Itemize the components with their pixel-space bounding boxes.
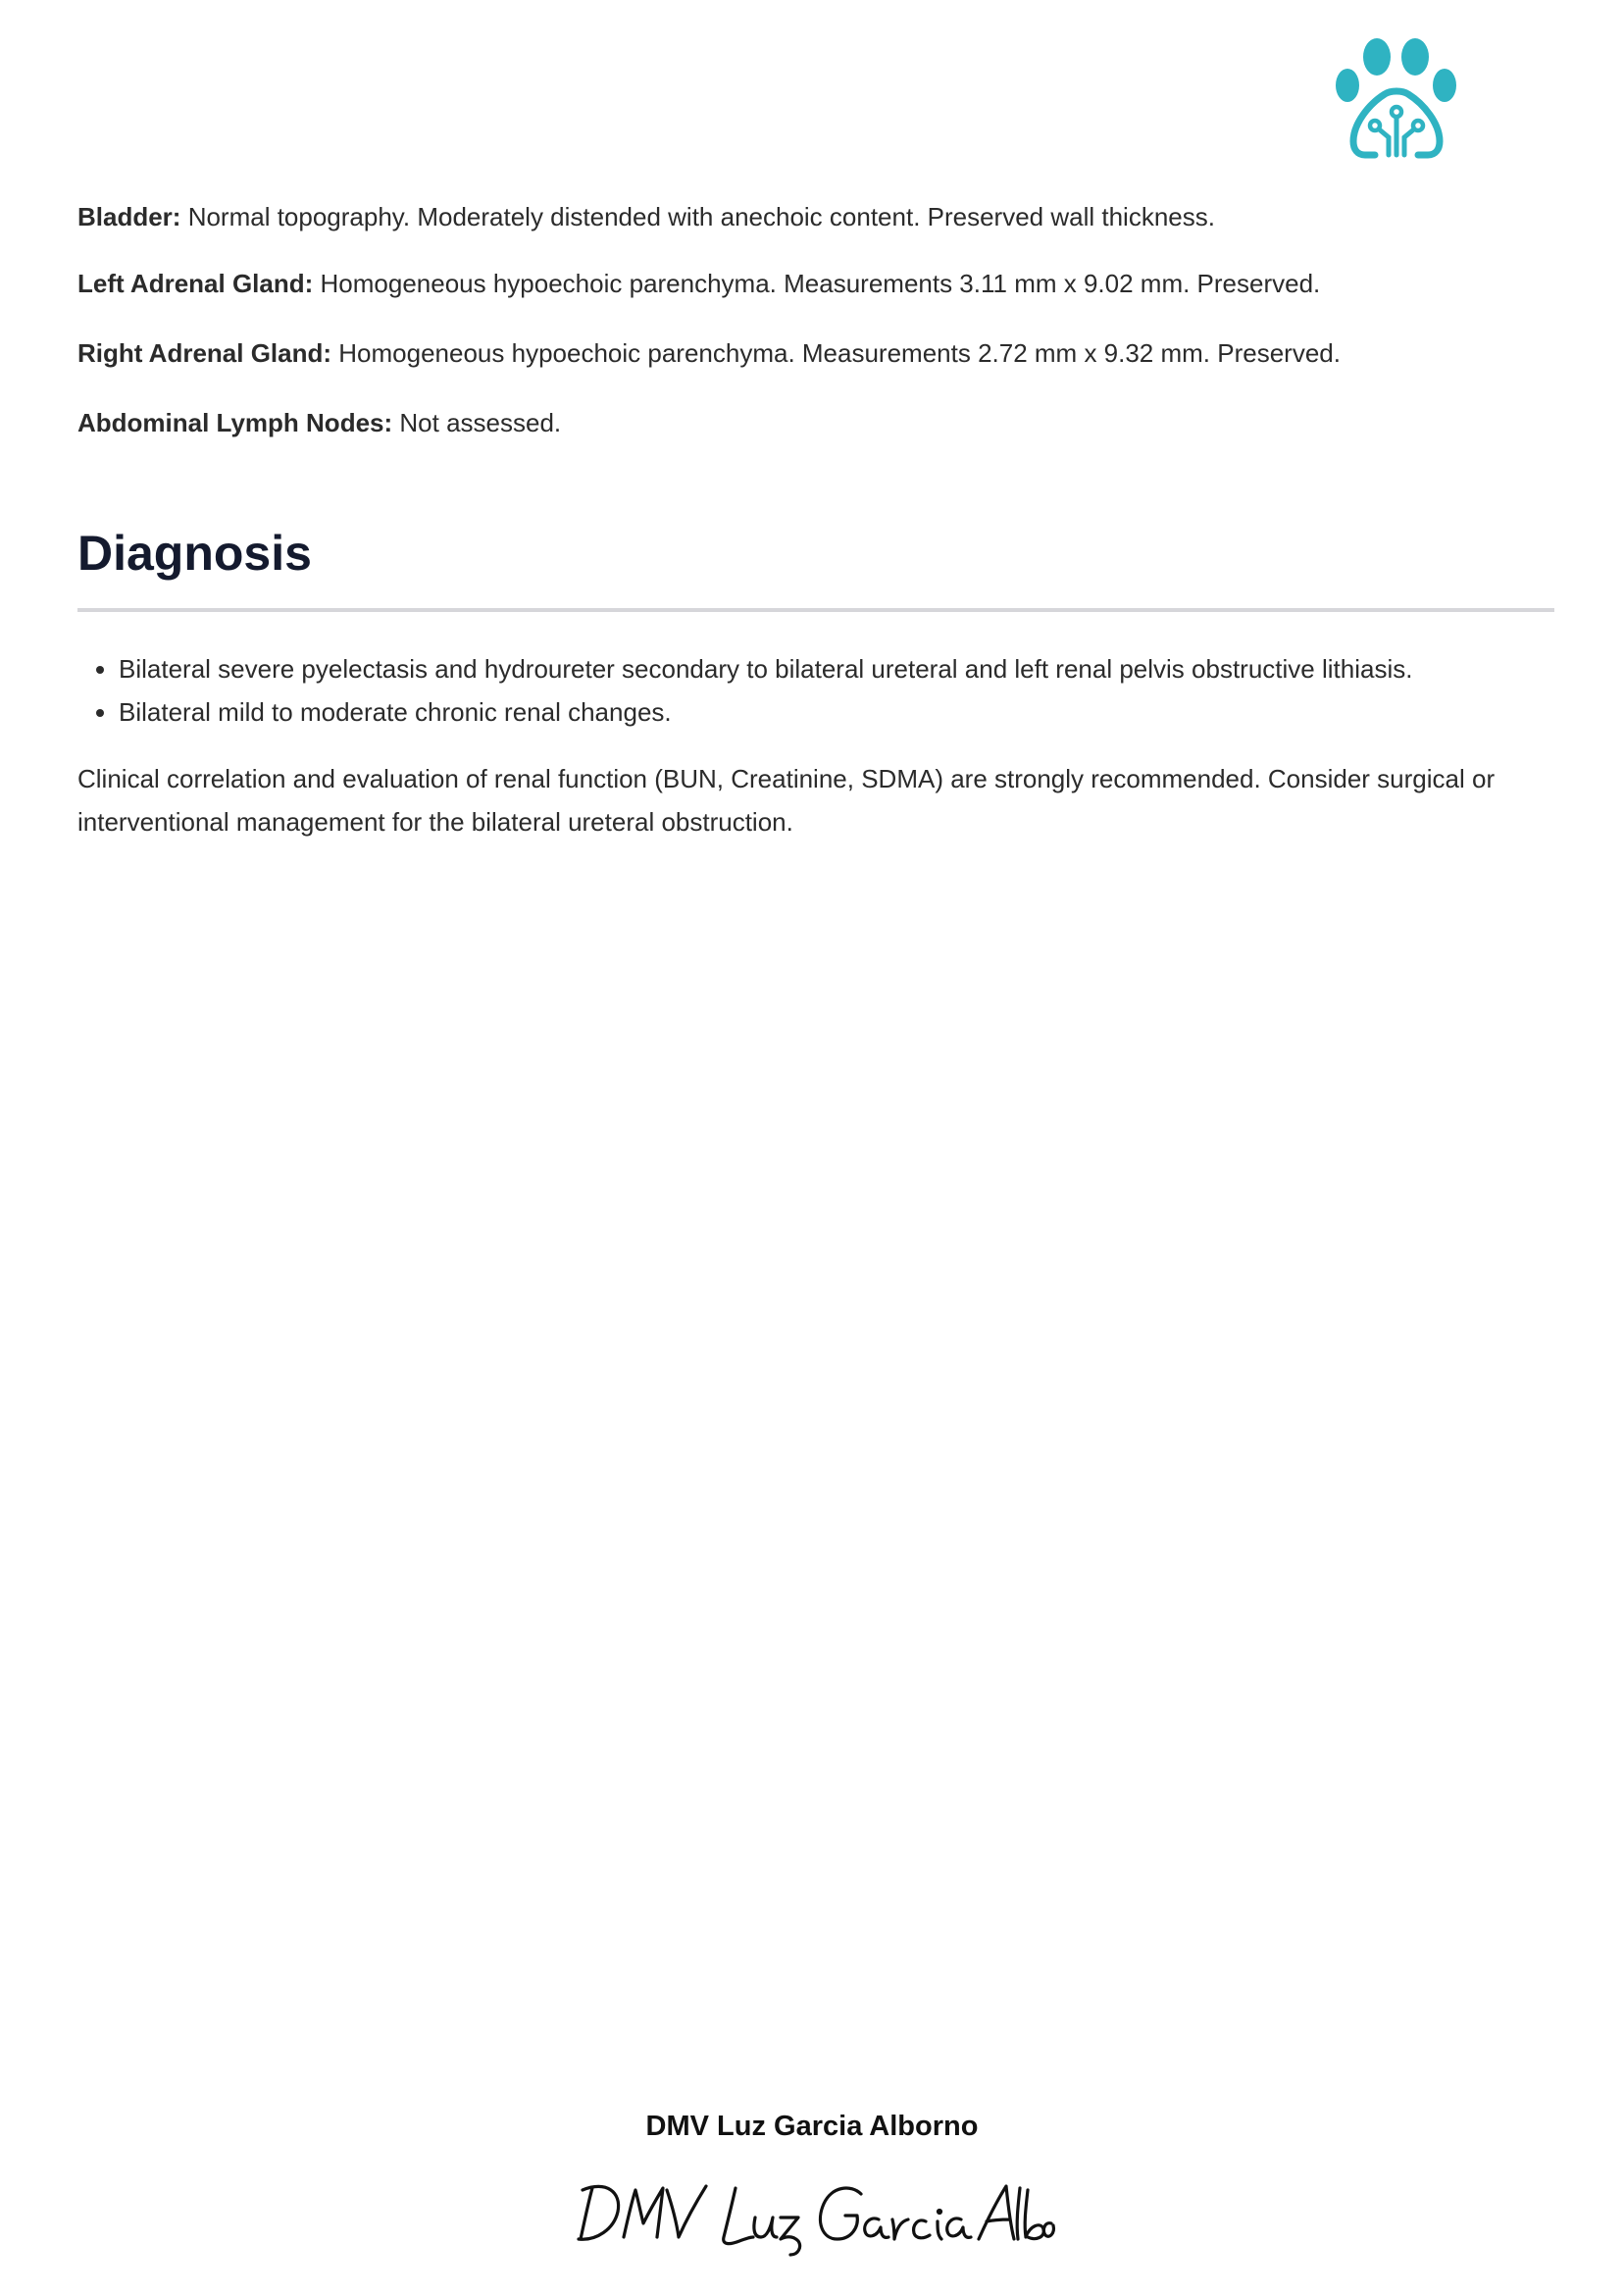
diagnosis-item: • Bilateral mild to moderate chronic renal changes. <box>119 690 1554 734</box>
finding-text: Homogeneous hypoechoic parenchyma. Measurements 3.11 mm x 9.02 mm. Preserved. <box>313 269 1321 298</box>
finding-right-adrenal-gland <box>77 335 1341 371</box>
finding-text: Normal topography. Moderately distended with anechoic content. Preserved wall thickness. <box>180 202 1215 231</box>
paw-logo-icon <box>1336 35 1457 161</box>
diagnosis-item: • Bilateral severe pyelectasis and hydroureter secondary to bilateral ureteral and left renal pelvis obstructive lithiasis. <box>119 647 1554 690</box>
signer-name: DMV Luz Garcia Alborno <box>645 2111 979 2142</box>
finding-text: Homogeneous hypoechoic parenchyma. Measurements 2.72 mm x 9.32 mm. Preserved. <box>331 338 1341 368</box>
finding-left-adrenal-gland <box>77 266 1320 301</box>
handwritten-signature <box>567 2172 1057 2261</box>
finding-text: Not assessed. <box>392 408 562 437</box>
section-divider <box>77 608 1554 612</box>
finding-abdominal-lymph-nodes <box>77 405 561 440</box>
recommendation-text: Clinical correlation and evaluation of renal function (BUN, Creatinine, SDMA) are strongly recommended. Consider surgical or interventional management for the bilateral ureteral obstruction. <box>77 764 1496 837</box>
finding-label: Abdominal Lymph Nodes: <box>77 408 393 437</box>
finding-label: Bladder: <box>77 202 181 231</box>
finding-bladder <box>77 199 1215 234</box>
finding-label: Right Adrenal Gland: <box>77 338 332 368</box>
diagnosis-heading: Diagnosis <box>77 526 312 581</box>
finding-label: Left Adrenal Gland: <box>77 269 314 298</box>
diagnosis-list <box>77 647 1554 734</box>
